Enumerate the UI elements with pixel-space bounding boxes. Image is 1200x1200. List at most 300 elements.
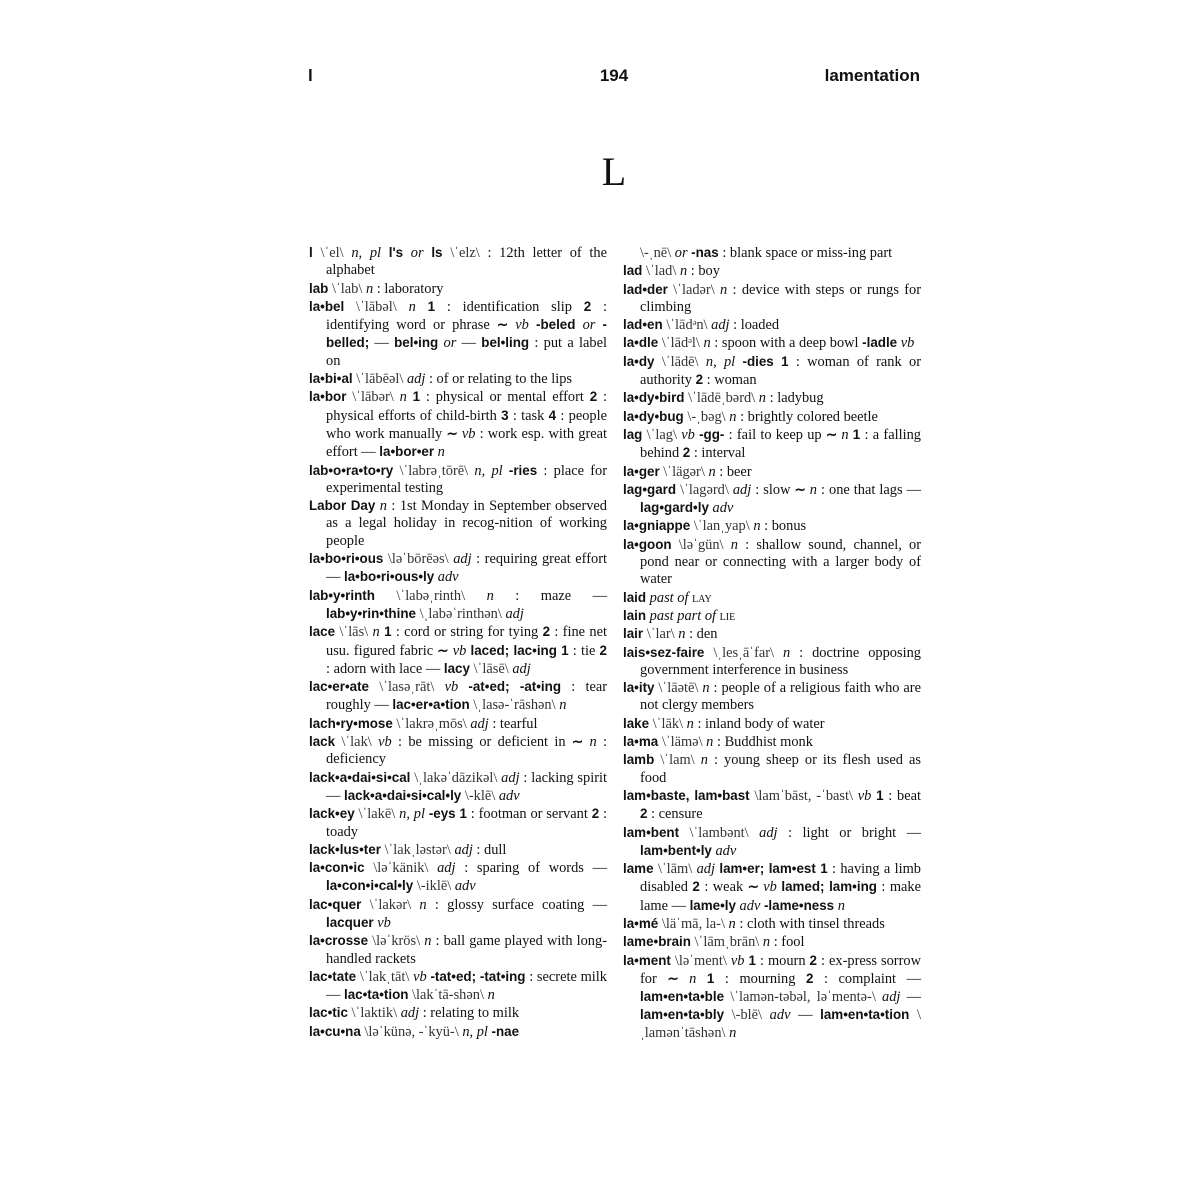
bold-form: ∼ — [747, 879, 759, 895]
pronunciation: \ˈlanˌyap\ — [690, 518, 754, 535]
definition-text: : bonus — [760, 518, 807, 535]
bold-form: 2 — [805, 970, 814, 986]
bold-form: 3 — [501, 407, 509, 423]
pronunciation: \ˈlābəl\ — [344, 298, 409, 315]
bold-form: lam•bent•ly — [640, 842, 712, 858]
pronunciation: \ˈlādᵊn\ — [662, 317, 712, 334]
headword: lac•er•ate — [309, 679, 370, 695]
pronunciation: \ˈlakˌtāt\ — [356, 968, 414, 985]
dictionary-entry — [309, 280, 607, 298]
bold-form: 1 — [427, 298, 436, 314]
bold-form: 1 — [706, 970, 715, 986]
definition-text: : toady — [326, 806, 607, 840]
bold-form: lac•ta•tion — [344, 987, 409, 1003]
definition-text: : Buddhist monk — [713, 734, 813, 751]
bold-form: -lame•ness — [763, 897, 835, 913]
label: n — [837, 426, 849, 443]
dictionary-entry — [623, 860, 921, 915]
pronunciation: \ˌlakəˈdāzikəl\ — [410, 769, 502, 786]
headword: lad — [623, 263, 643, 279]
bold-form: 2 — [591, 806, 600, 822]
definition-text: : cord or string for tying — [391, 624, 543, 641]
dictionary-entry — [623, 715, 921, 733]
bold-form: 2 — [695, 372, 704, 388]
label: n — [408, 298, 416, 315]
headword: lack•lus•ter — [309, 841, 381, 857]
headword: lair — [623, 626, 644, 642]
definition-text: : be missing or deficient in — [391, 734, 572, 751]
pronunciation: \ˈlag\ — [642, 426, 682, 443]
dictionary-entry — [623, 933, 921, 951]
dictionary-entry — [623, 824, 921, 861]
label: adj — [732, 481, 752, 498]
pronunciation: \ˈlambənt\ — [679, 824, 760, 841]
pronunciation: \ˈelz\ — [442, 245, 480, 261]
bold-form: 2 — [583, 298, 592, 314]
pronunciation: \ˈlabəˌrinth\ — [374, 587, 487, 604]
dictionary-entry — [623, 353, 921, 390]
headword: lag•gard — [623, 481, 677, 497]
label: n — [708, 463, 716, 480]
pronunciation: \ˈlās\ — [335, 624, 373, 641]
headword: lac•quer — [309, 896, 362, 912]
label: n — [679, 263, 688, 280]
definition-text: : deficiency — [326, 734, 607, 768]
bold-form: ∼ — [825, 426, 838, 442]
bold-form: ∼ — [667, 970, 679, 986]
label: adv — [769, 1007, 791, 1024]
pronunciation: \ˈlam\ — [654, 752, 701, 769]
bold-form: 1 — [876, 787, 884, 803]
bold-form: -ladle — [862, 335, 898, 351]
pronunciation: \ˈlādᵊl\ — [658, 335, 704, 352]
bold-form: ∼ — [794, 481, 806, 497]
dictionary-entry — [623, 915, 921, 933]
definition-text: : tie — [568, 642, 600, 659]
section-letter: L — [601, 149, 627, 194]
definition-text: : physical or mental effort — [420, 389, 590, 406]
definition-text: : dull — [472, 841, 507, 858]
label: n — [729, 1024, 737, 1041]
label: adv — [711, 842, 737, 859]
bold-form: ∼ — [437, 642, 449, 658]
dictionary-entry — [309, 805, 607, 841]
definition-text: : laboratory — [373, 280, 444, 297]
pronunciation: \lamˈbāst, -ˈbast\ — [749, 787, 858, 804]
definition-text: : having a limb disabled — [640, 861, 921, 896]
pronunciation: \ləˈkünə, -ˈkyü-\ — [360, 1023, 463, 1040]
pronunciation: \ˌlesˌāˈfar\ — [704, 644, 783, 661]
bold-form: -nas — [691, 245, 719, 260]
label: vb — [857, 787, 872, 804]
definition-text: : maze — — [493, 587, 607, 604]
headword: la•dy•bird — [623, 390, 685, 406]
headword: lace — [309, 624, 336, 640]
definition-text: : interval — [690, 445, 746, 462]
headword: la•dle — [623, 335, 659, 351]
definition-text: : a falling behind — [640, 426, 921, 462]
headword: la•bor — [309, 389, 347, 405]
definition-text: : slow — [751, 481, 795, 498]
dictionary-entry — [309, 678, 607, 715]
label: n, pl — [462, 1023, 492, 1040]
definition-text: : task — [508, 407, 549, 424]
label: n — [419, 896, 427, 913]
label: vb — [730, 952, 745, 969]
cross-reference: lie — [719, 607, 736, 624]
pronunciation: \-iklē\ — [413, 878, 455, 895]
dictionary-entry — [623, 316, 921, 334]
bold-form: lacquer — [326, 914, 374, 930]
pronunciation: \ˌlasə-ˈrāshən\ — [469, 697, 560, 714]
headword: lad•en — [623, 317, 663, 333]
pronunciation: \ˈlādēˌbərd\ — [684, 390, 759, 407]
pronunciation: \ləˈbōrēəs\ — [383, 551, 454, 568]
definition-text: : people of a religious faith who are not clergy members — [640, 680, 921, 714]
definition-text: : boy — [687, 263, 720, 280]
label: n — [686, 715, 694, 732]
label: adj — [453, 551, 472, 568]
pronunciation: \ˌlabəˈrinthən\ — [415, 605, 506, 622]
page-header — [308, 66, 920, 94]
bold-form: -ries — [508, 462, 538, 478]
pronunciation: \ləˈkrös\ — [368, 933, 425, 950]
dictionary-entry — [623, 607, 921, 625]
bold-form: 1 — [748, 952, 756, 968]
label: vb — [758, 879, 782, 896]
bold-form: 2 — [599, 642, 607, 658]
headword: lab — [309, 280, 329, 296]
dictionary-entry — [309, 370, 607, 388]
bold-form: 2 — [542, 624, 551, 640]
label: vb — [508, 317, 536, 334]
label: n — [720, 281, 728, 298]
label: adj — [711, 317, 730, 334]
bold-form: 2 — [589, 389, 598, 405]
guide-word-right: lamentation — [824, 66, 920, 85]
headword: lame — [623, 861, 654, 877]
label: n — [434, 444, 445, 461]
label: n — [758, 390, 766, 407]
bold-form: 1 — [781, 353, 789, 369]
headword: lamb — [623, 752, 655, 768]
label: n, pl — [474, 462, 509, 479]
label: n — [730, 536, 738, 553]
dictionary-entry — [309, 769, 607, 806]
definition-text: : inland body of water — [693, 715, 825, 732]
bold-form: -tat•ed; -tat•ing — [430, 968, 526, 984]
dictionary-entry — [623, 281, 921, 317]
bold-form: -beled — [536, 317, 576, 333]
dictionary-entry — [309, 859, 607, 896]
dictionary-entry — [623, 952, 921, 1042]
definition-text — [416, 299, 428, 315]
bold-form: lamed; lam•ing — [781, 879, 877, 895]
definition-text: : glossy surface coating — — [426, 896, 607, 913]
bold-form: 2 — [682, 445, 691, 461]
headword: la•dy — [623, 353, 655, 369]
definition-text: — — [900, 989, 921, 1006]
definition-text: : mourn — [755, 952, 810, 969]
definition-text: : fine net usu. figured fabric — [326, 624, 607, 659]
label: adj — [437, 860, 456, 877]
label: n, pl — [705, 353, 743, 370]
definition-text: : light or bright — — [777, 824, 922, 841]
headword: la•goon — [623, 536, 672, 552]
pronunciation: \ˈlakər\ — [361, 896, 420, 913]
label: adv — [708, 500, 734, 517]
dictionary-entry — [623, 481, 921, 518]
dictionary-entry — [309, 932, 607, 968]
pronunciation: \-ˌbəg\ — [683, 408, 730, 425]
definition-text: : identifying word or phrase — [326, 298, 608, 334]
label: vb — [457, 425, 476, 442]
headword: la•ment — [623, 952, 671, 968]
pronunciation: \ˈlämə\ — [658, 734, 707, 751]
definition-text: : woman — [703, 372, 757, 389]
pronunciation: \ˈlakē\ — [354, 806, 400, 823]
label: n — [399, 389, 407, 406]
dictionary-entry — [623, 334, 921, 352]
dictionary-entry — [309, 587, 607, 624]
definition-text: : weak — [699, 879, 748, 896]
label: n — [424, 933, 432, 950]
dictionary-entry — [623, 536, 921, 589]
label: adj — [759, 824, 778, 841]
dictionary-entry — [309, 733, 607, 769]
label: n — [678, 970, 697, 987]
page-number: 194 — [599, 66, 629, 85]
bold-form: 1 — [412, 389, 421, 405]
headword: lab•o•ra•to•ry — [309, 462, 394, 478]
definition-text: : place for experimental testing — [326, 462, 607, 496]
definition-text: : fail to keep up — [724, 426, 826, 443]
pronunciation: \ˈlasəˌrāt\ — [369, 679, 445, 696]
bold-form: lam•en•ta•bly — [640, 1007, 725, 1023]
headword: lame•brain — [623, 934, 691, 950]
label: n — [702, 680, 710, 697]
label: n — [703, 335, 711, 352]
pronunciation: \ˌlamənˈtāshən\ — [640, 1007, 921, 1041]
definition-text: : spoon with a deep bowl — [710, 335, 863, 352]
dictionary-entry — [309, 968, 607, 1005]
dictionary-entry — [309, 896, 607, 933]
bold-form: lame•ly — [689, 897, 736, 913]
definition-text — [696, 971, 707, 987]
headword: lag — [623, 426, 643, 442]
headword: lais•sez-faire — [623, 644, 705, 660]
pronunciation: \ˈlakrəˌmōs\ — [392, 715, 471, 732]
bold-form: 1 — [459, 806, 467, 822]
headword: lack — [309, 734, 336, 750]
pronunciation: \-blē\ — [724, 1007, 770, 1024]
pronunciation: \ˈlar\ — [643, 626, 679, 643]
bold-form: ls — [431, 245, 443, 260]
headword: la•crosse — [309, 933, 369, 949]
bold-form: ∼ — [496, 317, 509, 333]
label: adv — [498, 787, 520, 804]
pronunciation: \ləˈgün\ — [671, 536, 731, 553]
bold-form: -at•ed; -at•ing — [468, 679, 562, 695]
dictionary-entry — [309, 244, 607, 280]
definition-text: : tear roughly — — [326, 679, 608, 714]
bold-form: bel•ing — [394, 335, 439, 351]
label: n — [834, 897, 845, 914]
definition-text: : woman of rank or authority — [640, 353, 921, 389]
bold-form: la•bor•er — [379, 444, 435, 460]
label: n — [365, 280, 374, 297]
guide-word-left: l — [308, 66, 313, 85]
label: adj — [470, 715, 489, 732]
headword: la•ity — [623, 680, 655, 696]
dictionary-entry — [623, 679, 921, 715]
definition-text: : of or relating to the lips — [425, 371, 573, 388]
dictionary-entry — [623, 625, 921, 643]
dictionary-entry — [309, 1004, 607, 1022]
dictionary-entry — [623, 733, 921, 751]
bold-form: la•con•i•cal•ly — [326, 878, 414, 894]
label: adj — [505, 605, 524, 622]
bold-form: lac•er•a•tion — [392, 697, 470, 713]
label: adj — [882, 989, 901, 1006]
pronunciation: \läˈmā, la-\ — [658, 915, 729, 932]
definition-text: : mourning — [714, 970, 806, 987]
label: n — [753, 518, 761, 535]
label: vb — [444, 679, 469, 696]
label: n — [486, 587, 494, 604]
bold-form: lam•en•ta•tion — [820, 1007, 910, 1023]
headword: lac•tic — [309, 1005, 348, 1021]
pronunciation: \ˈlägər\ — [659, 463, 709, 480]
bold-form: lam•en•ta•ble — [640, 989, 725, 1005]
label: adv — [735, 897, 764, 914]
dictionary-entry — [623, 408, 921, 426]
definition-text: : complaint — — [813, 970, 921, 987]
definition-text: : lacking spirit — — [326, 769, 607, 804]
bold-form: 1 — [384, 624, 392, 640]
dictionary-entry — [623, 589, 921, 607]
dictionary-entry — [623, 426, 921, 463]
definition-text: : sparing of words — — [455, 860, 607, 877]
label: vb — [897, 335, 915, 352]
label: n — [700, 752, 708, 769]
headword: la•mé — [623, 915, 659, 931]
label: adv — [434, 569, 459, 586]
bold-form: -gg- — [699, 426, 725, 442]
bold-form: 1 — [820, 861, 828, 877]
label: or — [674, 245, 692, 261]
bold-form: ∼ — [446, 425, 458, 441]
bold-form: 2 — [692, 879, 700, 895]
bold-form: -nae — [491, 1023, 520, 1039]
pronunciation: \ˈlabrəˌtōrē\ — [393, 462, 475, 479]
pronunciation: \lakˈtā-shən\ — [408, 987, 488, 1004]
label: n — [728, 915, 736, 932]
dictionary-entry — [309, 388, 607, 461]
definition-text: : loaded — [729, 317, 780, 334]
label: n, pl — [399, 806, 429, 823]
headword: la•cu•na — [309, 1023, 361, 1039]
dictionary-entry — [309, 497, 607, 550]
label: n — [762, 934, 771, 951]
column-right — [623, 244, 921, 1042]
pronunciation: \-klē\ — [461, 787, 499, 804]
label: adj — [501, 769, 520, 786]
label: adj — [512, 660, 531, 677]
pronunciation: \ˈlāk\ — [649, 715, 687, 732]
headword: Labor Day — [309, 498, 376, 514]
bold-form: -dies — [742, 353, 774, 369]
bold-form: la•bo•ri•ous•ly — [344, 569, 435, 585]
pronunciation: \ˈlak\ — [335, 734, 379, 751]
definition-text: — — [790, 1007, 821, 1024]
bold-form: l's — [388, 245, 404, 260]
cross-reference: lay — [692, 589, 712, 606]
dictionary-entry — [623, 644, 921, 680]
bold-form: lam•er; lam•est — [719, 861, 816, 877]
dictionary-entry — [623, 787, 921, 824]
bold-form: lag•gard•ly — [640, 500, 709, 516]
headword: lad•der — [623, 281, 668, 297]
bold-form: ∼ — [571, 734, 584, 750]
definition-text: : adorn with lace — — [326, 660, 444, 677]
definition-text: : work esp. with great effort — — [326, 425, 608, 461]
bold-form: bel•ling — [481, 335, 530, 351]
pronunciation: \ˈlaktik\ — [347, 1005, 401, 1022]
label: past of — [646, 589, 693, 606]
label: n — [783, 644, 791, 661]
dictionary-entry — [309, 1023, 607, 1041]
label: adv — [454, 878, 476, 895]
label: n — [487, 987, 495, 1004]
bold-form: lab•y•rin•thine — [326, 605, 416, 621]
column-left — [309, 244, 607, 1041]
headword: lam•baste, lam•bast — [623, 787, 750, 803]
headword: l — [309, 245, 313, 260]
definition-text: : 1st Monday in September observed as a legal holiday in recog-nition of working people — [326, 498, 608, 549]
definition-text: : shallow sound, channel, or pond near or connecting with a larger body of water — [640, 536, 921, 588]
pronunciation: \ləˈkänik\ — [364, 860, 438, 877]
bold-form: 1 — [852, 426, 861, 442]
definition-text: : brightly colored beetle — [736, 408, 878, 425]
definition-text: : censure — [647, 806, 703, 823]
bold-form: 2 — [640, 806, 648, 822]
label: adj — [454, 841, 473, 858]
headword: lain — [623, 607, 647, 623]
pronunciation: \ˈlakˌləstər\ — [380, 841, 455, 858]
definition-text: : ball game played with long-handled rackets — [326, 933, 607, 967]
definition-text: : ex-press sorrow for — [640, 952, 921, 987]
dictionary-entry — [309, 623, 607, 678]
label: n — [559, 697, 567, 714]
label: vb — [378, 734, 392, 751]
dictionary-entry — [623, 517, 921, 535]
headword: lac•tate — [309, 968, 357, 984]
bold-form: 2 — [809, 952, 817, 968]
bold-form: -belled; — [326, 317, 607, 351]
headword: laid — [623, 589, 647, 605]
pronunciation: \ˈlādē\ — [654, 353, 706, 370]
headword: la•ger — [623, 463, 660, 479]
label: vb — [373, 914, 391, 931]
entry-continuation — [623, 244, 921, 262]
dictionary-entry — [623, 262, 921, 280]
bold-form: lacy — [443, 660, 470, 676]
pronunciation: \ˈlamən-təbəl, ləˈmentə-\ — [724, 989, 883, 1006]
dictionary-entry — [623, 751, 921, 787]
dictionary-entry — [623, 389, 921, 407]
definition-text: : beer — [715, 463, 752, 480]
